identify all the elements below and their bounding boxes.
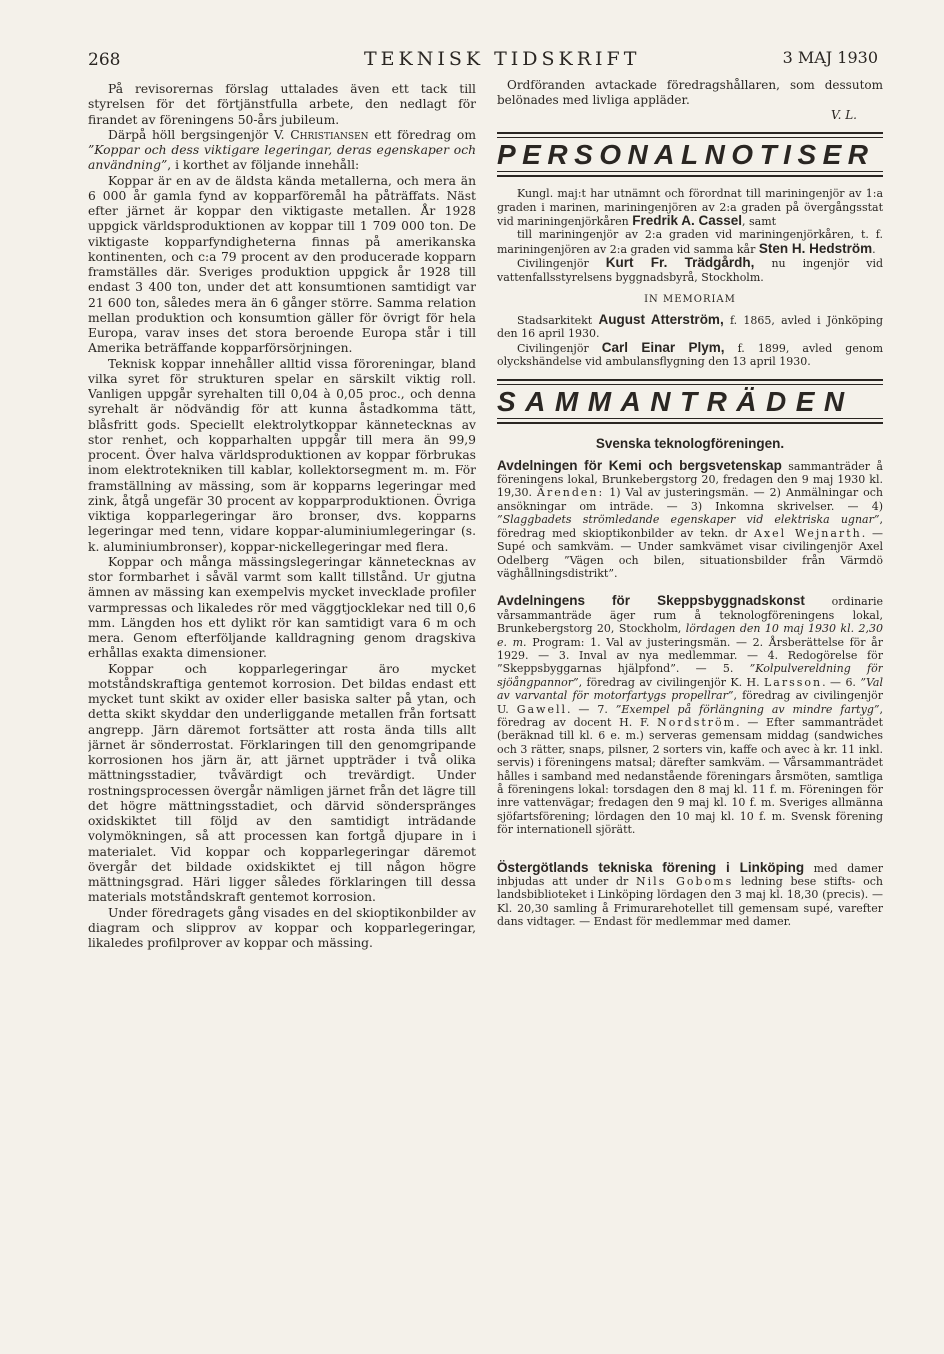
text: 1) Val av justeringsmän. — 2) Anmälningar och ansökningar om inträde. — 3) Inkomna skrivelser. — 4): [497, 486, 883, 513]
guide-name: Nils Goboms: [636, 875, 734, 889]
text: , samt: [742, 215, 777, 228]
meeting-notice-kemi: [497, 459, 883, 581]
running-header: [88, 44, 878, 74]
notice: [497, 256, 883, 284]
text: , föredrag av civilingenjör K. H.: [578, 675, 760, 689]
speaker-name: Larsson: [764, 675, 823, 689]
text: med damer inbjudas att under dr: [497, 861, 883, 889]
text: nu ingenjör vid vattenfallsstyrelsens byggnadsbyrå, Stockholm.: [497, 257, 883, 284]
paragraph: På revisorernas förslag uttalades även ett tack till styrelsen för det förtjänstfulla arbete, den nedlagt för firandet av föreningens 50-års jubileum.: [88, 82, 476, 127]
right-column: [497, 78, 883, 1196]
meeting-notice-ostergotland: [497, 861, 883, 929]
meeting-date: lördagen den 10 maj 1930 kl. 2,30 e. m.: [497, 622, 883, 649]
text: .: [872, 242, 876, 256]
page-number: 268: [88, 50, 121, 70]
speaker-name: Christiansen: [290, 127, 369, 142]
association-heading: Svenska teknologföreningen.: [595, 435, 785, 451]
speaker-name: Nordström: [657, 715, 737, 729]
issue-date: 3 MAJ 1930: [782, 48, 878, 67]
person-name: Kurt Fr. Trädgårdh,: [605, 255, 755, 271]
person-name: Fredrik A. Cassel: [632, 213, 743, 228]
text: Kungl. maj:t har utnämnt och förordnat till mariningenjör av 1:a graden i marinen, mariningenjören av 2:a graden på övergångsstat vid mariningenjörkåren: [497, 187, 883, 228]
text: f. 1899, avled genom olyckshändelse vid ambulansflygning den 13 april 1930.: [497, 341, 883, 369]
signature: V. L.: [831, 108, 857, 123]
lecture-title: ”Slaggbadets strömledande egenskaper vid elektriska ugnar”: [497, 513, 880, 527]
person-name: August Atterström,: [598, 312, 724, 328]
in-memoriam-heading: IN MEMORIAM: [644, 294, 736, 306]
journal-title: TEKNISK TIDSKRIFT: [364, 48, 641, 70]
meetings-banner: [497, 379, 883, 424]
closing-paragraph: Ordföranden avtackade föredragshållaren, som dessutom belönades med livliga appläder.: [497, 78, 883, 107]
person-name: Sten H. Hedström: [758, 240, 873, 256]
text: ett föredrag om: [374, 127, 476, 142]
notice: [497, 187, 883, 228]
paragraph: Koppar och många mässingslegeringar kännetecknas av stor formbarhet i såväl varmt som kallt tillstånd. Ur gjutna ämnen av mässing kan exempelvis mycket invecklade profiler varmpressas och likaledes rör med väggtjocklekar ned till 0,6 mm. Längden hos ett dylikt rör kan samtidigt vara 6 m och mera. Genom efterföljande kalldragning genom dragskiva erhållas exakta dimensioner.: [88, 554, 476, 661]
text: Civilingenjör: [517, 341, 589, 355]
association-name: Östergötlands tekniska förening i Linköping: [497, 859, 805, 875]
left-column: [88, 82, 476, 1114]
paragraph: Under föredragets gång visades en del skioptikonbilder av diagram och slipprov av koppar och kopparlegeringar, likaledes profilprover av koppar och mässing.: [88, 905, 476, 950]
notice: [497, 228, 883, 256]
obituary: [497, 313, 883, 341]
text: Stadsarkitekt: [517, 314, 593, 328]
meeting-notice-skepp: [497, 594, 883, 836]
paragraph-lecture-intro: [88, 128, 476, 174]
paragraph: Teknisk koppar innehåller alltid vissa föroreningar, bland vilka syret för strukturen spelar en särskilt viktig roll. Vanligen uppgår syrehalten till 0,04 à 0,05 proc., och denna syrehalt är nödvändig för att kunna åstadkomma tätt, blåsfritt gods. Speciellt elektrolytkoppar kännetecknas av stor renhet, och kopparhalten uppgår till mera än 99,9 procent. Över halva världsproduktionen av koppar förbrukas inom elektrotekniken till kablar, kollektorsegment m. m. För framställning av mässing, som är kopparns legeringar med zink, åtgå ungefär 30 procent av kopparproduktionen. Övriga viktiga kopparlegeringar äro bronser, dvs. kopparns legeringar med tenn, vidare koppar-aluminiumlegeringar (s. k. aluminiumbronser), koppar-nickellegeringar med flera.: [88, 356, 476, 554]
text: , föredrag med skioptikonbilder av tekn. dr: [497, 513, 883, 540]
section-title-personalnotiser: PERSONALNOTISER: [497, 139, 875, 171]
agenda-label: Ärenden:: [537, 486, 605, 500]
text: f. 1865, avled i Jönköping den 16 april 1930.: [497, 314, 883, 341]
lecture-title: ”Koppar och dess viktigare legeringar, deras egenskaper och användning”: [88, 143, 476, 173]
paragraph: Koppar är en av de äldsta kända metallerna, och mera än 6 000 år gamla fynd av kopparföremål ha påträffats. Näst efter järnet är koppar den viktigaste metallen. År 1928 uppgick världsproduktionen av koppar till 1 709 000 ton. De viktigaste kopparfyndigheterna finnas på amerikanska kontinenten, och c:a 79 procent av den producerade kopparn framställes där. Sveriges produktion uppgick år 1928 till endast 3 400 ton, under det att konsumtionen samtidigt var 21 600 ton, således mera än 6 gånger större. Samma relation mellan produktion och konsumtion gäller för övrigt för hela Europa, varav inses det stora beroende Europa står i till Amerika beträffande kopparförsörjningen.: [88, 173, 476, 356]
text: . — Efter sammanträdet (beräknad till kl. 6 e. m.) serveras gemensam middag (sandwiches och 3 rätter, snaps, pilsner, 2 sorters vin, kaffe och avec à kr. 11 inkl. servis) i föreningens matsal; därefter samkväm. — Vårsammanträdet hålles i samband med nedanstående föreningars årsmöten, samtliga å föreningens lokal: torsdagen den 8 maj kl. 11 f. m. Föreningen för inre vattenvägar; fredagen den 9 maj kl. 10 f. m. Sveriges allmänna sjöfartsförening; lördagen den 10 maj kl. 10 f. m. Svensk förening för internationell sjörätt.: [497, 715, 883, 837]
text: sammanträder å föreningens lokal, Brunkebergstorg 20, fredagen den 9 maj 1930 kl. 19,30.: [497, 459, 883, 500]
text: , föredrag av civilingenjör U.: [497, 689, 883, 716]
text: till mariningenjör av 2:a graden vid mariningenjörkåren, t. f. mariningenjören av 2:a graden vid samma kår: [497, 228, 883, 256]
text: . — Supé och samkväm. — Under samkvämet visar civilingenjör Axel Odelberg ”Vägen och bilen, situationsbilder från Värmdö väghållningsdistrikt”.: [497, 526, 883, 580]
lecture-title: ”Val av varvantal för motorfartygs propellrar”: [497, 675, 883, 703]
speaker-name: Axel Wejnarth: [754, 526, 862, 540]
text: . — 6.: [822, 675, 856, 689]
person-name: Carl Einar Plym,: [601, 339, 725, 355]
lecture-title: ”Exempel på förlängning av mindre fartyg”: [615, 702, 880, 716]
banner-inner: [497, 137, 883, 172]
division-name: Avdelningen för Kemi och bergsvetenskap: [497, 457, 782, 473]
lecture-title: ”Kolpulvereldning för sjöångpannor”: [497, 662, 883, 689]
section-title-sammantraden: SAMMANTRÄDEN: [497, 385, 854, 417]
text: Program: 1. Val av justeringsmän. — 2. Årsberättelse för år 1929. — 3. Inval av nya medlemmar. — 4. Redogörelse för ”Skeppsbyggarnas hjälpfond”. — 5.: [497, 635, 883, 676]
text: , i korthet av följande innehåll:: [167, 158, 360, 173]
text: , föredrag av docent H. F.: [497, 702, 883, 729]
personal-notices: [497, 187, 883, 284]
division-name: Avdelningens för Skeppsbyggnadskonst: [497, 593, 805, 609]
paragraph: Koppar och kopparlegeringar äro mycket motståndskraftiga gentemot korrosion. Det bildas endast ett mycket tunt skikt av oxider eller basiska salter på ytan, och detta skikt skyddar den underliggande metallen från fortsatt angrepp. Järn däremot fortsätter att rosta ända tills allt järnet är sönderrostat. Förklaringen till den genomgripande korrosionen hos järn är, att järnet uppträder i två olika mättningsstadier, tvåvärdigt och trevärdigt. Under rostningsprocessen övergår nämligen järnet från det lägre till det högre mättningsstadiet, och därvid sönderspränges oxidskiktet till följd av den samtidigt inträdande volymökningen, så att processen kan fortgå djupare in i materialet. Vid koppar och kopparlegeringar däremot övergår det bildade oxidskiktet ej till någon högre mättningsgrad. Häri ligger således förklaringen till dessa materials motståndskraft gentemot korrosion.: [88, 661, 476, 905]
text: ledning bese stifts- och landsbiblioteket i Linköping lördagen den 3 maj kl. 18,30 (precis). — Kl. 20,30 samling å Frimurarehotellet till gemensam supé, varefter dans vidtager. — Endast för medlemmar med damer.: [497, 875, 883, 929]
speaker-name: Gawell: [516, 702, 567, 716]
text: Civilingenjör: [517, 257, 589, 271]
text: . — 7.: [567, 702, 608, 716]
obituary: [497, 341, 883, 369]
text: Därpå höll bergsingenjör V.: [108, 127, 285, 142]
personal-banner: [497, 132, 883, 177]
banner-inner: [497, 384, 883, 419]
text: ordinarie vårsammanträde äger rum å teknologföreningens lokal, Brunkebergstorg 20, Stockholm,: [497, 595, 883, 636]
